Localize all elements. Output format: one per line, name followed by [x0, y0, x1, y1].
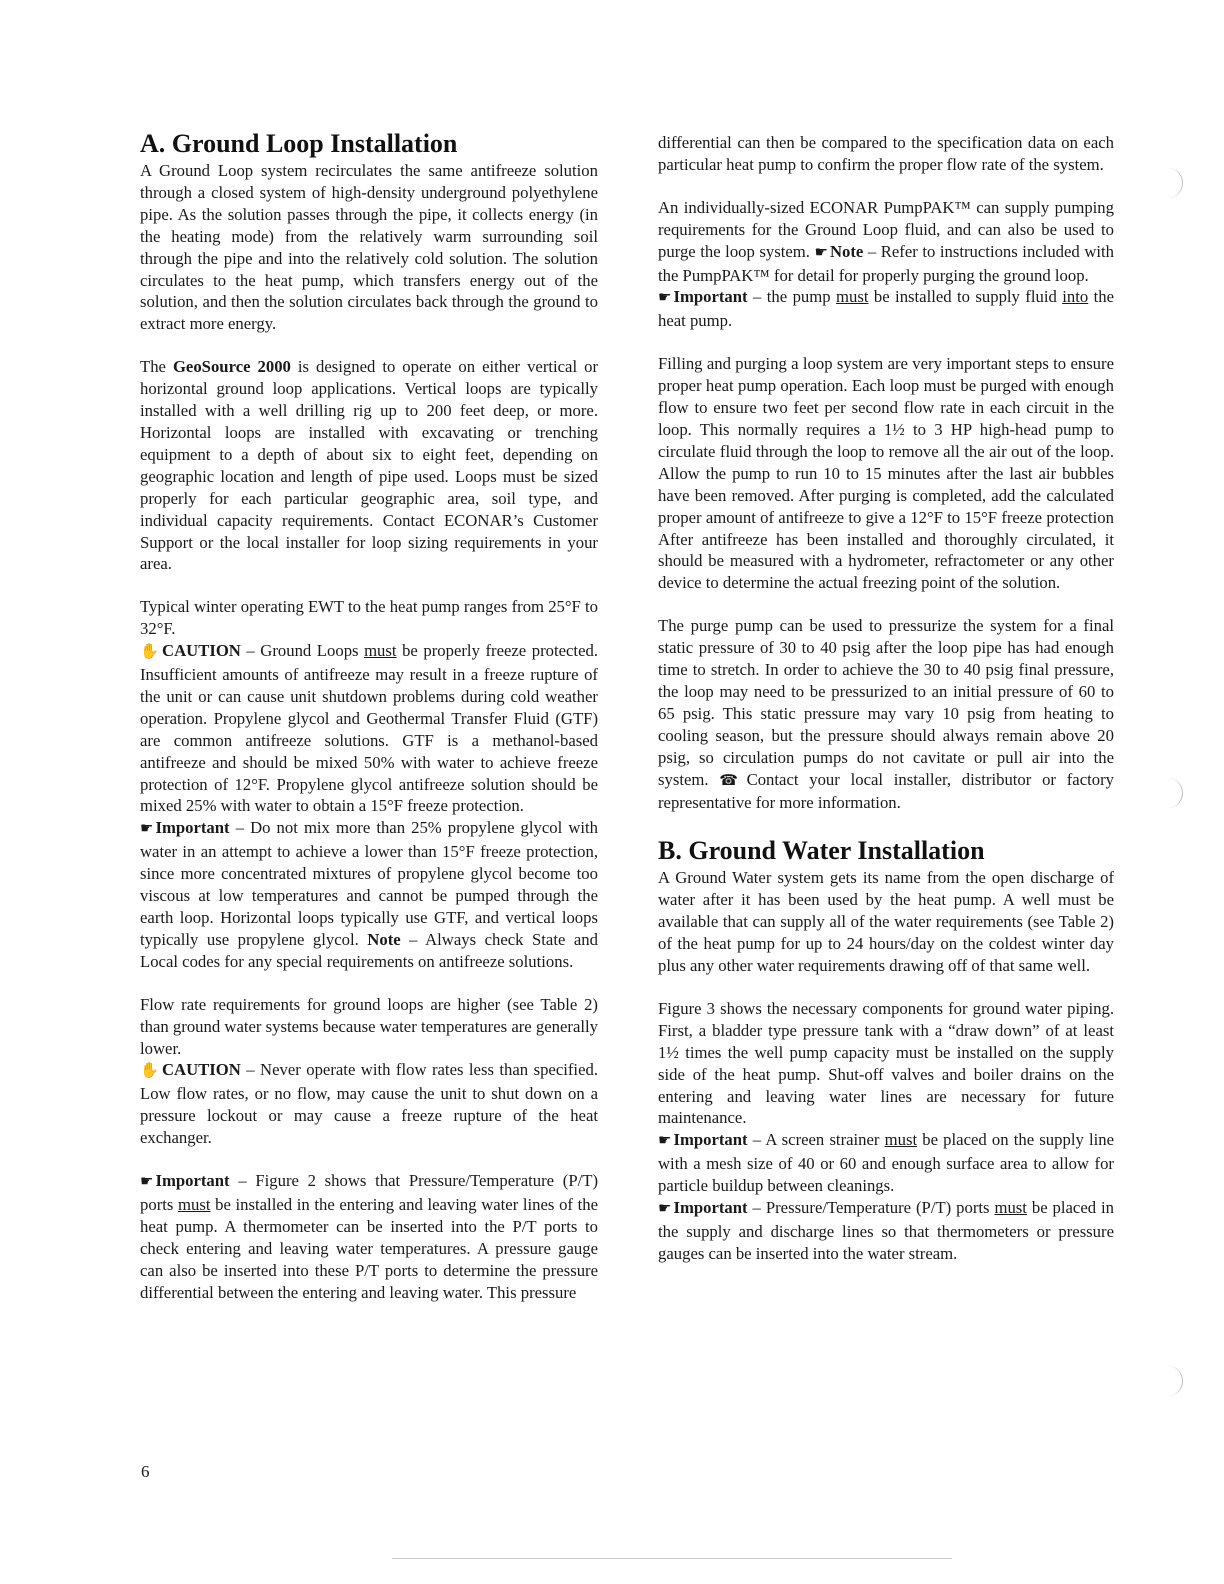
- paragraph-flow-rate: Flow rate requirements for ground loops are higher (see Table 2) than ground water systems because water temperatures are generally lower.: [140, 994, 598, 1058]
- pointing-hand-icon: ☛: [140, 1174, 154, 1191]
- paragraph-ewt: Typical winter operating EWT to the heat pump ranges from 25°F to 32°F.: [140, 597, 598, 639]
- left-column: [140, 128, 598, 1304]
- section-a-heading: A. Ground Loop Installation: [140, 129, 458, 158]
- paragraph-geosource: The GeoSource 2000 is designed to operate on either vertical or horizontal ground loop applications. Vertical loops are typically installed with a well drilling rig up to 200 feet deep, or more. Horizontal loops are installed with excavating or trenching equipment to a depth of about six to eight feet, depending on geographic location and length of pipe used. Loops must be sized properly for each particular geographic area, soil type, and individual capacity requirements. Contact ECONAR’s Customer Support or the local installer for loop sizing requirements in your area.: [140, 357, 599, 574]
- hand-caution-icon: ✋: [140, 1063, 160, 1080]
- important-strainer: ☛ Important – A screen strainer must be placed on the supply line with a mesh size of 40 or 60 and enough surface area to allow for particle buildup between cleanings.: [658, 1130, 1114, 1196]
- paragraph-pumppak: An individually-sized ECONAR PumpPAK™ can supply pumping requirements for the Ground Loop fluid, and can also be used to purge the loop system. ☛ Note – Refer to instructions included with the PumpPAK™ for detail for properly purging the ground loop.: [658, 197, 1114, 285]
- important-pt-supply: ☛ Important – Pressure/Temperature (P/T) ports must be placed in the supply and discharge lines so that thermometers or pressure gauges can be inserted into the water stream.: [658, 1198, 1114, 1263]
- paragraph-figure3: Figure 3 shows the necessary components for ground water piping. First, a bladder type pressure tank with a “draw down” of at least 1½ times the well pump capacity must be installed on the supply side of the heat pump. Shut-off valves and boiler drains on the entering and leaving water lines are necessary for future maintenance.: [658, 998, 1114, 1128]
- binder-hole-mark: [1168, 778, 1183, 808]
- paragraph-ground-loop-intro: A Ground Loop system recirculates the same antifreeze solution through a closed system of high-density underground polyethylene pipe. As the solution passes through the pipe, it collects energy (in the heating mode) from the relatively warm surrounding soil through the pipe and into the relatively cold solution. The solution circulates to the heat pump, which transfers energy out of the solution, and then the solution circulates back through the ground to extract more energy.: [140, 161, 598, 334]
- paragraph-ground-water-intro: A Ground Water system gets its name from the open discharge of water after it has been used by the heat pump. A well must be available that can supply all of the water requirements (see Table 2) of the heat pump for up to 24 hours/day on the coldest winter day plus any other water requirements drawing off of that same well.: [658, 868, 1114, 975]
- binder-hole-mark: [1168, 168, 1183, 198]
- important-pt-ports: ☛ Important – Figure 2 shows that Pressure/Temperature (P/T) ports must be installed in the entering and leaving water lines of the heat pump. A thermometer can be inserted into the P/T ports to check entering and leaving water temperatures. A pressure gauge can also be inserted into these P/T ports to determine the pressure differential between the entering and leaving water. This pressure: [140, 1171, 598, 1302]
- caution-freeze: ✋ CAUTION – Ground Loops must be properly freeze protected. Insufficient amounts of antifreeze may result in a freeze rupture of the unit or can cause unit shutdown problems during cold weather operation. Propylene glycol and Geothermal Transfer Fluid (GTF) are common antifreeze solutions. GTF is a methanol-based antifreeze and should be mixed 50% with water to achieve freeze protection of 12°F. Propylene glycol antifreeze solution should be mixed 25% with water to obtain a 15°F freeze protection.: [140, 641, 598, 816]
- page-number: 6: [141, 1462, 150, 1481]
- scan-edge-line: [392, 1558, 952, 1559]
- important-propylene: ☛ Important – Do not mix more than 25% propylene glycol with water in an attempt to achieve a lower than 15°F freeze protection, since more concentrated mixtures of propylene glycol become too viscous at low temperatures and cannot be pumped through the earth loop. Horizontal loops typically use GTF, and vertical loops typically use propylene glycol. Note – Always check State and Local codes for any special requirements on antifreeze solutions.: [140, 818, 598, 971]
- telephone-icon: ☎: [719, 772, 745, 789]
- pointing-hand-icon: ☛: [814, 244, 828, 261]
- right-column: [658, 132, 1114, 1265]
- paragraph-pressurize: The purge pump can be used to pressurize the system for a final static pressure of 30 to 40 psig after the loop pipe has had enough time to stretch. In order to achieve the 30 to 40 psig final pressure, the loop may need to be pressurized to an initial pressure of 60 to 65 psig. This static pressure may vary 10 psig from heating to cooling season, but the pressure should always remain above 20 psig, so circulation pumps do not cavitate or pull air into the system. ☎ Contact your local installer, distributor or factory representative for more information.: [658, 616, 1114, 813]
- important-pump-direction: ☛ Important – the pump must be installed to supply fluid into the heat pump.: [658, 287, 1114, 331]
- paragraph-purging: Filling and purging a loop system are very important steps to ensure proper heat pump operation. Each loop must be purged with enough flow to ensure two feet per second flow rate in each circuit in the loop. This normally requires a 1½ to 3 HP high-head pump to circulate fluid through the loop to remove all the air out of the loop. Allow the pump to run 10 to 15 minutes after the last air bubbles have been removed. After purging is completed, add the calculated proper amount of antifreeze to give a 12°F to 15°F freeze protection After antifreeze has been installed and thoroughly circulated, it should be measured with a hydrometer, refractometer or any other device to determine the actual freezing point of the solution.: [658, 354, 1114, 593]
- hand-caution-icon: ✋: [140, 644, 161, 661]
- caution-flow: ✋ CAUTION – Never operate with flow rates less than specified. Low flow rates, or no flow, may cause the unit to shut down on a pressure lockout or may cause a freeze rupture of the heat exchanger.: [140, 1060, 598, 1148]
- pointing-hand-icon: ☛: [140, 821, 154, 838]
- paragraph-differential: differential can then be compared to the specification data on each particular heat pump to confirm the proper flow rate of the system.: [658, 133, 1114, 174]
- product-name: GeoSource 2000: [172, 357, 291, 377]
- section-b-heading: B. Ground Water Installation: [658, 836, 985, 866]
- binder-hole-mark: [1168, 1366, 1183, 1396]
- pointing-hand-icon: ☛: [658, 1133, 672, 1150]
- pointing-hand-icon: ☛: [658, 1201, 672, 1218]
- pointing-hand-icon: ☛: [658, 290, 672, 307]
